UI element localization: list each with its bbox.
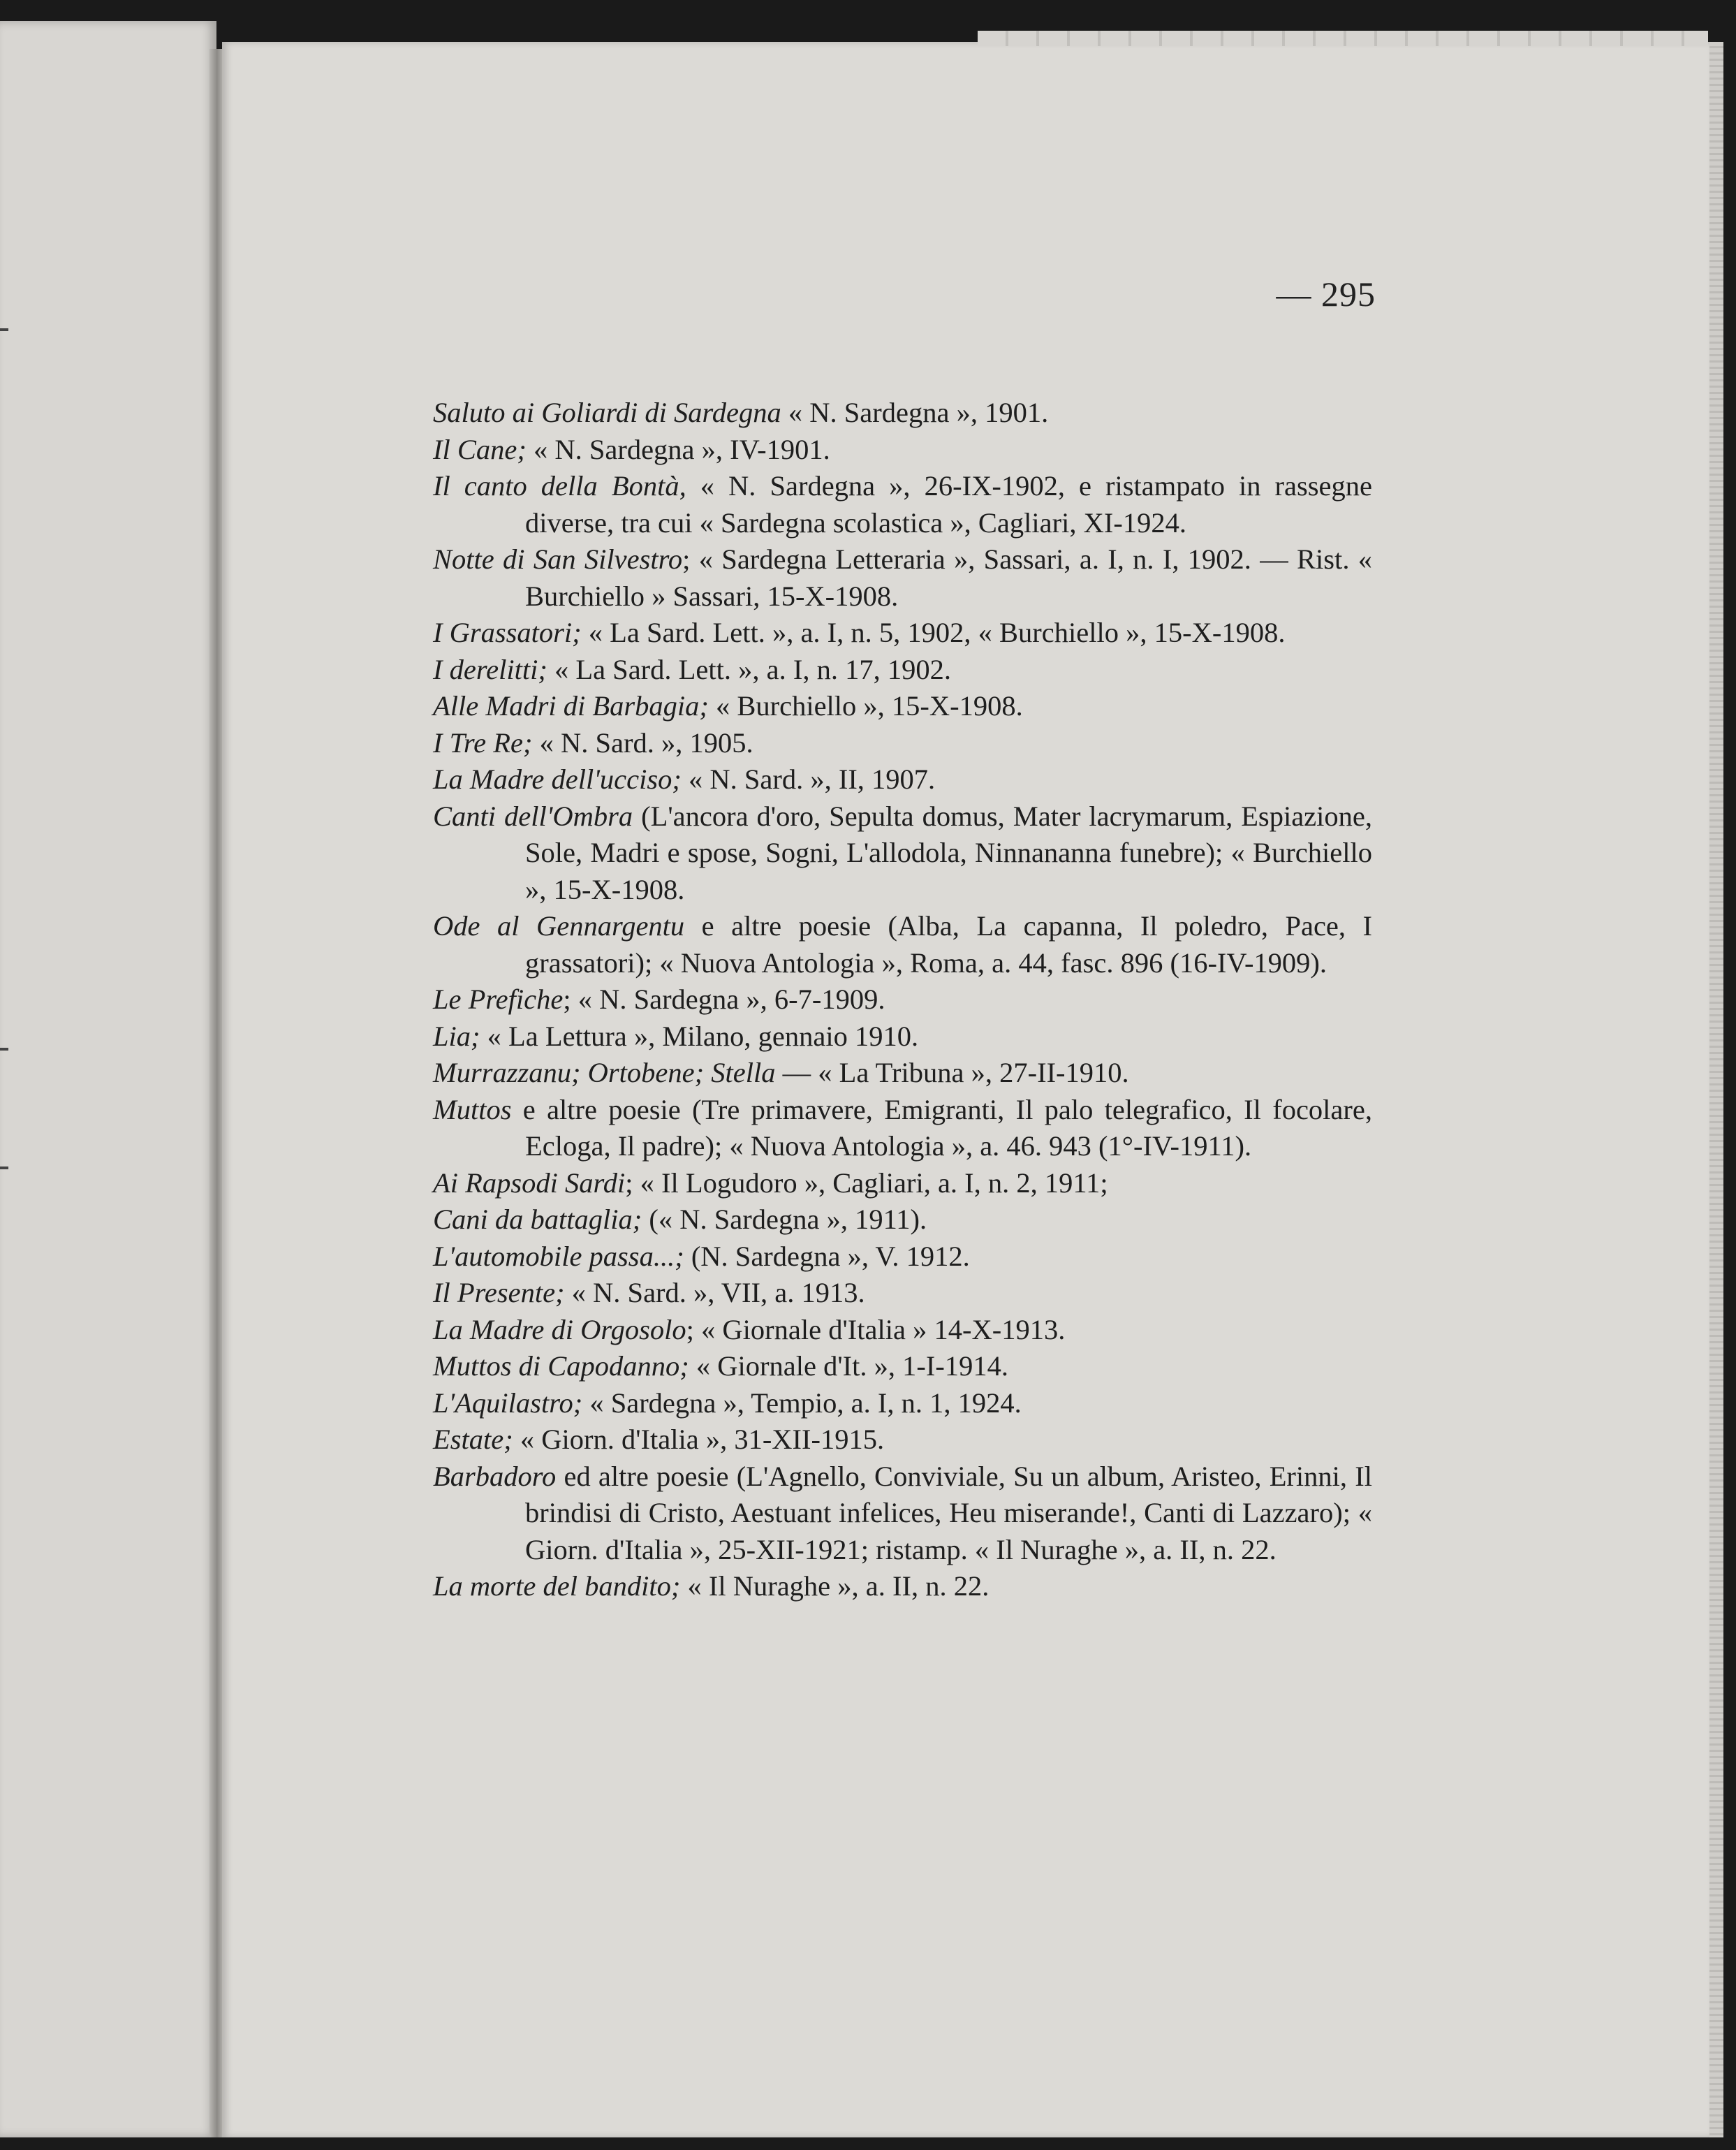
bibliography-entry [433, 981, 1372, 1018]
entry-details: (L'ancora d'oro, Sepulta domus, Mater lacrymarum, Espiazione, Sole, Madri e spose, Sogni, L'allodola, Ninnananna funebre); « Burchiello », 15-X-1908. [525, 800, 1372, 905]
entry-details: ; « Giornale d'Italia » 14-X-1913. [686, 1313, 1066, 1345]
entry-title: Le Prefiche [433, 983, 564, 1015]
entry-title: La Madre dell'ucciso; [433, 763, 682, 795]
entry-details: « N. Sardegna », 26-IX-1902, e ristampato in rassegne diverse, tra cui « Sardegna scolastica », Cagliari, XI-1924. [525, 470, 1372, 539]
entry-title: Il Cane; [433, 433, 527, 465]
bibliography-entry [433, 725, 1372, 762]
bibliography-entry [433, 908, 1372, 981]
entry-title: Barbadoro [433, 1460, 557, 1492]
entry-title: Alle Madri di Barbagia; [433, 690, 709, 722]
entry-details: (N. Sardegna », V. 1912. [684, 1240, 970, 1272]
entry-title: L'Aquilastro; [433, 1387, 583, 1419]
bibliography-entry [433, 1165, 1372, 1202]
bibliography-entry [433, 652, 1372, 689]
entry-details: « Sardegna », Tempio, a. I, n. 1, 1924. [582, 1387, 1022, 1419]
entry-title: Il Presente; [433, 1277, 565, 1308]
bibliography-entry [433, 1018, 1372, 1055]
bibliography-entry [433, 468, 1372, 541]
left-page-mark [0, 1167, 8, 1169]
left-page-mark [0, 328, 8, 331]
bibliography-entry [433, 541, 1372, 615]
bibliography-entry [433, 1238, 1372, 1275]
bibliography-entry [433, 1092, 1372, 1165]
entry-title: Canti dell'Ombra [433, 800, 633, 832]
bibliography-entry [433, 1385, 1372, 1422]
entry-title: Notte di San Silvestro [433, 543, 683, 575]
entry-title: I Grassatori; [433, 617, 582, 648]
page-top-edge [978, 31, 1708, 46]
left-page-mark [0, 1048, 8, 1051]
entry-details: (« N. Sardegna », 1911). [642, 1204, 927, 1235]
entry-details: — « La Tribuna », 27-II-1910. [775, 1057, 1129, 1088]
entry-details: ed altre poesie (L'Agnello, Conviviale, Su un album, Aristeo, Erinni, Il brindisi di Cristo, Aestuant infelices, Heu miserande!, Canti di Lazzaro); « Giorn. d'Italia », 25-XII-1921; ristamp. « Il Nuraghe », a. II, n. 22. [525, 1460, 1372, 1565]
entry-details: « Burchiello », 15-X-1908. [708, 690, 1023, 722]
bibliography-entry [433, 615, 1372, 652]
entry-title: I Tre Re; [433, 726, 533, 759]
bibliography-entry [433, 688, 1372, 725]
entry-title: Ai Rapsodi Sardi [433, 1167, 626, 1199]
bibliography-entry [433, 432, 1372, 469]
entry-title: Ode al Gennargentu [433, 910, 685, 942]
bibliography-entry [433, 761, 1372, 798]
entry-details: « Giorn. d'Italia », 31-XII-1915. [513, 1424, 885, 1455]
bibliography-list [433, 395, 1372, 1605]
entry-details: « Il Nuraghe », a. II, n. 22. [680, 1570, 990, 1602]
entry-title: Murrazzanu; Ortobene; Stella [433, 1057, 776, 1088]
entry-details: e altre poesie (Tre primavere, Emigranti, Il palo telegrafico, Il focolare, Ecloga, Il padre); « Nuova Antologia », a. 46. 943 (1°-IV-1911). [511, 1093, 1372, 1162]
left-page-edge [0, 21, 216, 2137]
entry-title: Estate; [433, 1424, 513, 1455]
entry-title: La Madre di Orgosolo [433, 1313, 686, 1345]
entry-title: Muttos di Capodanno; [433, 1350, 689, 1382]
entry-details: « La Sard. Lett. », a. I, n. 5, 1902, « Burchiello », 15-X-1908. [581, 617, 1286, 648]
bibliography-entry [433, 798, 1372, 909]
entry-details: ; « N. Sardegna », 6-7-1909. [563, 983, 885, 1015]
entry-details: « N. Sard. », VII, a. 1913. [564, 1277, 865, 1308]
entry-title: La morte del bandito; [433, 1570, 681, 1602]
page-right-edge [1709, 42, 1723, 2137]
bibliography-entry [433, 1201, 1372, 1238]
entry-details: « N. Sardegna », 1901. [781, 397, 1049, 428]
entry-details: « N. Sard. », II, 1907. [681, 763, 936, 795]
bibliography-entry [433, 1275, 1372, 1312]
entry-title: Muttos [433, 1093, 512, 1125]
entry-details: « N. Sardegna », IV-1901. [526, 433, 830, 465]
bibliography-entry [433, 1458, 1372, 1569]
entry-details: ; « Sardegna Letteraria », Sassari, a. I, n. I, 1902. — Rist. « Burchiello » Sassari, 15-X-1908. [525, 543, 1372, 612]
bibliography-entry [433, 1312, 1372, 1349]
bibliography-entry [433, 395, 1372, 432]
entry-details: e altre poesie (Alba, La capanna, Il poledro, Pace, I grassatori); « Nuova Antologia », Roma, a. 44, fasc. 896 (16-IV-1909). [525, 910, 1373, 979]
bibliography-entry [433, 1421, 1372, 1458]
entry-title: Il canto della Bontà, [433, 470, 686, 502]
entry-title: Lia; [433, 1020, 480, 1052]
page-number: — 295 [1276, 275, 1376, 314]
bibliography-entry [433, 1348, 1372, 1385]
entry-details: « La Lettura », Milano, gennaio 1910. [480, 1020, 919, 1052]
entry-details: « Giornale d'It. », 1-I-1914. [689, 1350, 1008, 1382]
bibliography-entry [433, 1055, 1372, 1092]
entry-details: ; « Il Logudoro », Cagliari, a. I, n. 2, 1911; [625, 1167, 1108, 1199]
entry-title: Cani da battaglia; [433, 1204, 642, 1235]
bibliography-entry [433, 1568, 1372, 1605]
entry-title: I derelitti; [433, 653, 547, 685]
entry-title: Saluto ai Goliardi di Sardegna [433, 397, 781, 428]
entry-details: « N. Sard. », 1905. [532, 726, 753, 759]
entry-details: « La Sard. Lett. », a. I, n. 17, 1902. [547, 653, 951, 685]
entry-title: L'automobile passa...; [433, 1240, 684, 1272]
